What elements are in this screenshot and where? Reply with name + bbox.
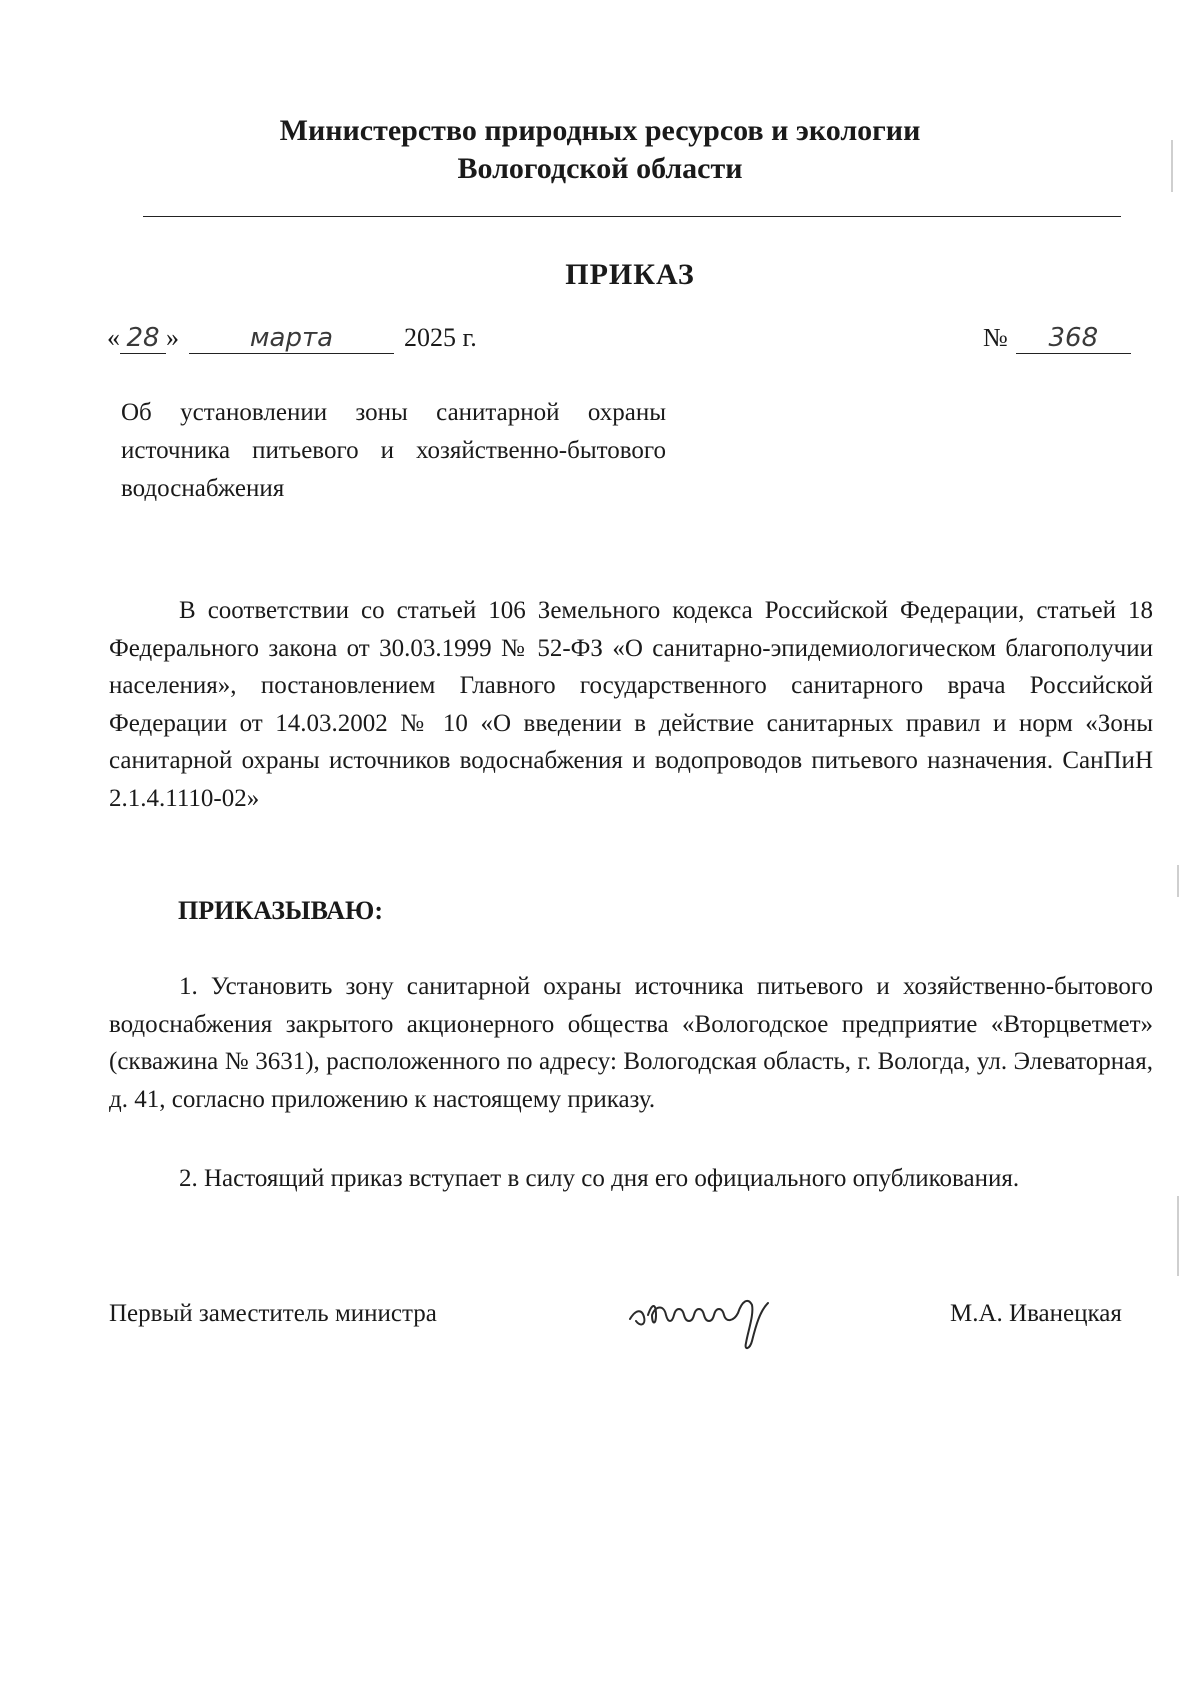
date-month: марта: [189, 323, 394, 354]
order-item-2: 2. Настоящий приказ вступает в силу со дня его официального опубликования.: [179, 1165, 1020, 1192]
organization-header: [0, 112, 1200, 188]
order-date: [107, 320, 477, 356]
order-number: [983, 320, 1131, 356]
order-subject: Об установлении зоны санитарной охраны источника питьевого и хозяйственно-бытового водоснабжения: [121, 399, 666, 502]
order-heading: ПРИКАЗЫВАЮ:: [178, 896, 383, 925]
number-label: №: [983, 323, 1008, 352]
number-value: 368: [1016, 323, 1131, 354]
scan-artifact: [1177, 865, 1179, 897]
header-divider: [143, 216, 1121, 217]
document-title: ПРИКАЗ: [565, 258, 695, 291]
handwritten-signature: [622, 1275, 822, 1355]
preamble-paragraph: В соответствии со статьей 106 Земельного кодекса Российской Федерации, статьей 18 Федерального закона от 30.03.1999 № 52-ФЗ «О санитарно-эпидемиологическом благополучии населения», постановлением Главного государственного санитарного врача Российской Федерации от 14.03.2002 № 10 «О введении в действие санитарных правил и норм «Зоны санитарной охраны источников водоснабжения и водопроводов питьевого назначения. СанПиН 2.1.4.1110-02»: [109, 597, 1153, 812]
signatory-name: М.А. Иванецкая: [950, 1300, 1122, 1327]
organization-line-2: Вологодской области: [457, 152, 743, 185]
signatory-role: Первый заместитель министра: [109, 1300, 437, 1327]
date-year: 2025 г.: [404, 323, 477, 352]
order-item-1: 1. Установить зону санитарной охраны источника питьевого и хозяйственно-бытового водоснабжения закрытого акционерного общества «Вологодское предприятие «Вторцветмет» (скважина № 3631), расположенного по адресу: Вологодская область, г. Вологда, ул. Элеваторная, д. 41, согласно приложению к настоящему приказу.: [109, 973, 1153, 1113]
date-open-quote: «: [107, 323, 120, 352]
date-close-quote: »: [166, 323, 179, 352]
date-day: 28: [120, 323, 166, 354]
organization-line-1: Министерство природных ресурсов и экологии: [279, 114, 921, 147]
scan-artifact: [1177, 1196, 1179, 1276]
